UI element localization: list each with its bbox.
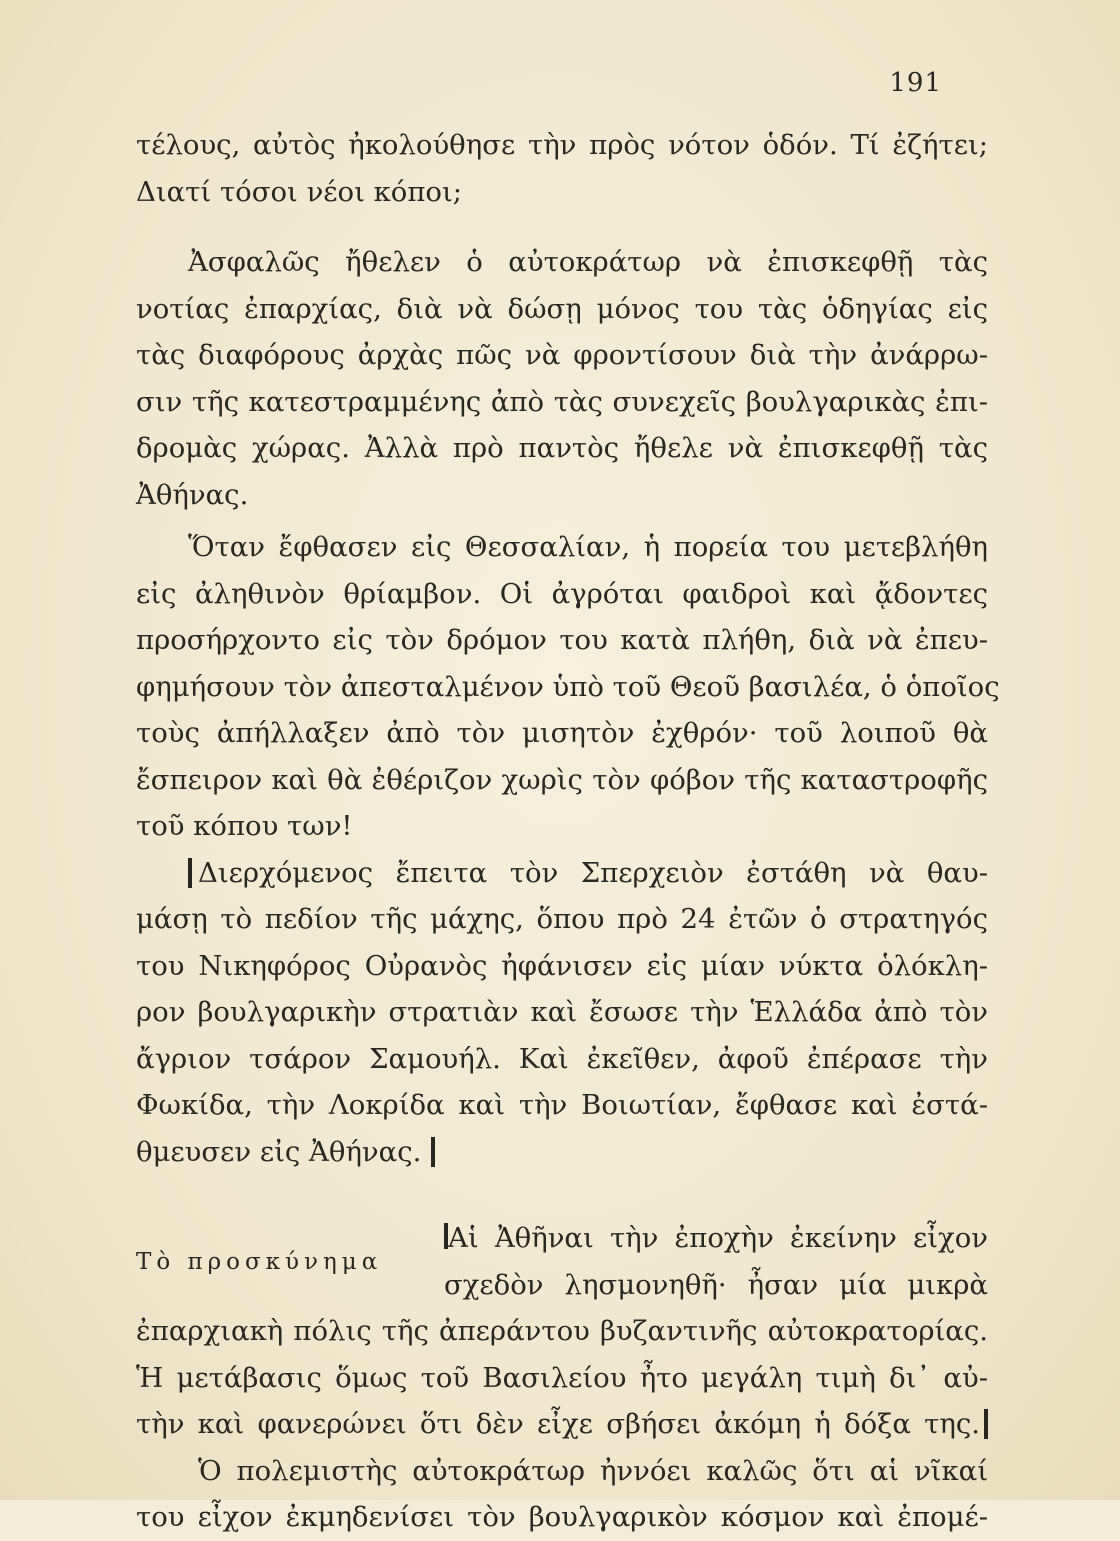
paragraph-4 [136,850,988,1176]
margin-mark [984,1409,988,1439]
text-line [136,850,988,897]
margin-mark [431,1137,435,1167]
text-line: προσήρχοντο εἰς τὸν δρόμον του κατὰ πλήθη, διὰ νὰ ἐπευ- [136,624,988,656]
text-line: Ὅταν ἔφθασεν εἰς Θεσσαλίαν, ἡ πορεία του μετεβλήθη [188,531,988,563]
text-line: σχεδὸν λησμονηθῆ· ἦσαν μία μικρὰ [444,1268,988,1301]
paragraph-3 [136,524,1000,850]
paragraph-5 [136,1308,988,1448]
section-heading-row [136,1215,988,1308]
paragraph-1 [136,122,988,215]
text-line: Διατί τόσοι νέοι κόποι; [136,175,463,208]
text-line: ἐπαρχιακὴ πόλις τῆς ἀπεράντου βυζαντινῆς αὐτοκρατορίας. [136,1315,988,1347]
text-line-content: τὴν καὶ φανερώνει ὅτι δὲν εἶχε σβήσει ἀκόμη ἡ δόξα της. [136,1408,980,1440]
text-line: Ἀθήνας. [136,478,249,511]
text-line: τοῦ κόπου των! [136,810,353,842]
text-line: δρομὰς χώρας. Ἀλλὰ πρὸ παντὸς ἤθελε νὰ ἐπισκεφθῇ τὰς [136,432,988,464]
text-line: του Νικηφόρος Οὐρανὸς ἠφάνισεν εἰς μίαν νύκτα ὁλόκλη- [136,949,988,982]
marginal-heading: Τὸ προσκύνημα [136,1249,383,1275]
text-line: Ὁ πολεμιστὴς αὐτοκράτωρ ἠννόει καλῶς ὅτι αἱ νῖκαί [198,1454,988,1487]
page-number: 191 [889,68,942,98]
text-line-content: Διερχόμενος ἔπειτα τὸν Σπερχειὸν ἐστάθη νὰ θαυ- [198,856,988,889]
text-line: σιν τῆς κατεστραμμένης ἀπὸ τὰς συνεχεῖς βουλγαρικὰς ἐπι- [136,385,988,418]
text-line: ἔσπειρον καὶ θὰ ἐθέριζον χωρὶς τὸν φόβον τῆς καταστροφῆς [136,763,988,796]
text-line: ἄγριον τσάρον Σαμουήλ. Καὶ ἐκεῖθεν, ἀφοῦ ἐπέρασε τὴν [136,1042,988,1075]
text-line: του εἶχον ἐκμηδενίσει τὸν βουλγαρικὸν κόσμον καὶ ἐπομέ- [136,1501,988,1533]
paragraph-6 [136,1448,988,1541]
text-line-content: Αἱ Ἀθῆναι τὴν ἐποχὴν ἐκείνην εἶχον [448,1222,988,1254]
page-body [136,122,1000,1541]
text-line: τὰς διαφόρους ἀρχὰς πῶς νὰ φροντίσουν διὰ τὴν ἀνάρρω- [136,339,988,371]
text-line: μάσῃ τὸ πεδίον τῆς μάχης, ὅπου πρὸ 24 ἐτῶν ὁ στρατηγός [136,903,988,935]
text-line: Φωκίδα, τὴν Λοκρίδα καὶ τὴν Βοιωτίαν, ἔφθασε καὶ ἐστά- [136,1089,988,1121]
text-line: ρον βουλγαρικὴν στρατιὰν καὶ ἔσωσε τὴν Ἑλλάδα ἀπὸ τὸν [136,996,988,1028]
text-line: νοτίας ἐπαρχίας, διὰ νὰ δώσῃ μόνος του τὰς ὁδηγίας εἰς [136,292,988,325]
margin-mark [188,858,192,888]
text-line: εἰς ἀληθινὸν θρίαμβον. Οἱ ἀγρόται φαιδροὶ καὶ ᾄδοντες [136,577,988,610]
text-line [136,1401,988,1448]
text-line [444,1215,988,1262]
text-line: τοὺς ἀπήλλαξεν ἀπὸ τὸν μισητὸν ἐχθρόν· τοῦ λοιποῦ θὰ [136,717,988,749]
paragraph-2 [136,239,988,518]
text-line: Ἀσφαλῶς ἤθελεν ὁ αὐτοκράτωρ νὰ ἐπισκεφθῇ τὰς [188,246,988,278]
text-line [136,1129,988,1176]
heading-side-text [444,1215,988,1308]
text-line: Ἡ μετάβασις ὅμως τοῦ Βασιλείου ἦτο μεγάλη τιμὴ δι᾽ αὐ- [136,1361,988,1394]
text-line: τέλους, αὐτὸς ἠκολούθησε τὴν πρὸς νότον ὁδόν. Τί ἐζήτει; [136,129,988,161]
text-line: φημήσουν τὸν ἀπεσταλμένον ὑπὸ τοῦ Θεοῦ βασιλέα, ὁ ὁποῖος [136,670,1000,703]
text-line-content: θμευσεν εἰς Ἀθήνας. [136,1135,422,1168]
